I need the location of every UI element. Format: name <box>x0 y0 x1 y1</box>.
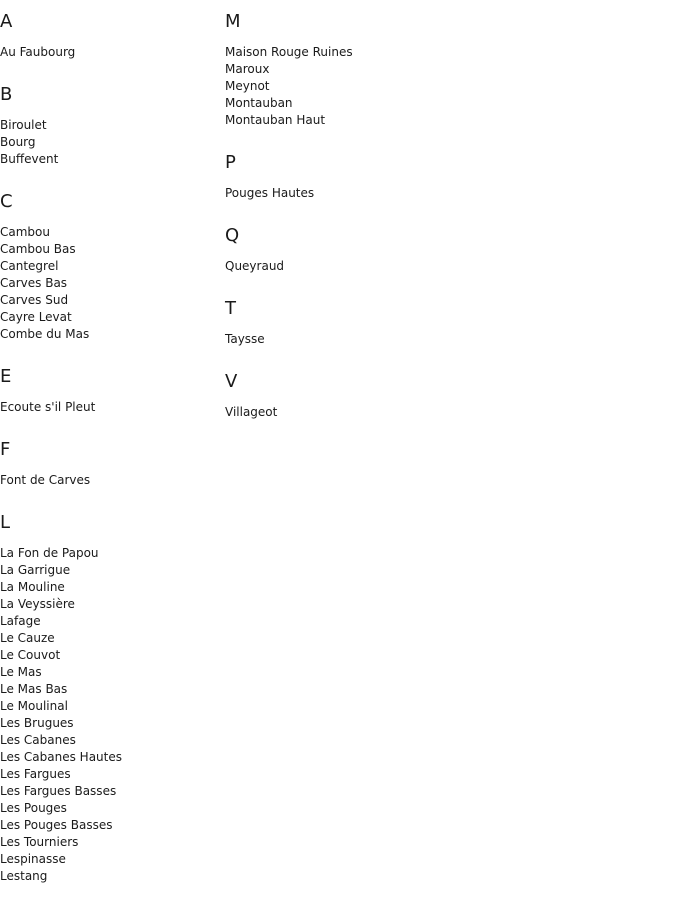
place-name-list <box>225 331 525 348</box>
place-name: Le Mas <box>0 665 42 679</box>
place-name-list <box>0 44 220 61</box>
section-letter-heading: B <box>0 84 13 105</box>
place-name: Ecoute s'il Pleut <box>0 400 96 414</box>
place-name-list <box>225 404 525 421</box>
place-name: Lestang <box>0 869 48 883</box>
place-name: Le Mas Bas <box>0 682 68 696</box>
place-name: Montauban <box>225 96 293 110</box>
place-name: La Mouline <box>0 580 65 594</box>
place-name-list <box>0 399 220 416</box>
place-name: Biroulet <box>0 118 47 132</box>
place-name: Les Cabanes Hautes <box>0 750 123 764</box>
letter-group <box>225 297 525 348</box>
letter-group <box>225 224 525 275</box>
place-name-list <box>0 224 220 343</box>
place-name: Le Couvot <box>0 648 61 662</box>
place-name: Meynot <box>225 79 270 93</box>
place-name: Taysse <box>225 332 265 346</box>
section-letter-heading: E <box>0 366 12 387</box>
letter-group <box>0 10 220 61</box>
place-name: Maison Rouge Ruines <box>225 45 353 59</box>
section-letter-heading: M <box>225 11 241 32</box>
letter-group <box>225 151 525 202</box>
letter-group <box>0 511 220 885</box>
place-name: Combe du Mas <box>0 327 90 341</box>
place-name: La Fon de Papou <box>0 546 99 560</box>
place-name: Cambou Bas <box>0 242 76 256</box>
letter-group <box>0 190 220 343</box>
section-letter-heading: F <box>0 439 11 460</box>
place-name: Font de Carves <box>0 473 91 487</box>
letter-group <box>0 83 220 168</box>
place-name: Cambou <box>0 225 50 239</box>
place-name-list <box>225 44 525 129</box>
place-name: Carves Bas <box>0 276 68 290</box>
place-name: Les Pouges Basses <box>0 818 113 832</box>
section-letter-heading: C <box>0 191 13 212</box>
letter-group <box>225 370 525 421</box>
place-name-list <box>0 545 220 885</box>
place-name: Lafage <box>0 614 41 628</box>
place-name: Les Fargues Basses <box>0 784 117 798</box>
section-letter-heading: L <box>0 512 11 533</box>
place-name: Carves Sud <box>0 293 69 307</box>
section-letter-heading: P <box>225 152 236 173</box>
letter-group <box>0 438 220 489</box>
letter-group <box>225 10 525 129</box>
place-name: Buffevent <box>0 152 59 166</box>
place-name-list <box>225 258 525 275</box>
place-name: Lespinasse <box>0 852 66 866</box>
place-name: La Garrigue <box>0 563 71 577</box>
place-name: La Veyssière <box>0 597 75 611</box>
place-name: Le Moulinal <box>0 699 68 713</box>
place-name: Les Cabanes <box>0 733 76 747</box>
place-name: Le Cauze <box>0 631 55 645</box>
place-name: Maroux <box>225 62 270 76</box>
place-name: Les Fargues <box>0 767 71 781</box>
place-name: Les Brugues <box>0 716 74 730</box>
place-name-list <box>225 185 525 202</box>
section-letter-heading: T <box>225 298 236 319</box>
place-name: Pouges Hautes <box>225 186 315 200</box>
section-letter-heading: V <box>225 371 238 392</box>
place-name: Au Faubourg <box>0 45 76 59</box>
letter-group <box>0 365 220 416</box>
place-name: Queyraud <box>225 259 285 273</box>
index-column-left <box>0 10 220 907</box>
place-name: Cantegrel <box>0 259 59 273</box>
section-letter-heading: Q <box>225 225 240 246</box>
place-name: Villageot <box>225 405 278 419</box>
place-name: Montauban Haut <box>225 113 326 127</box>
place-name: Cayre Levat <box>0 310 72 324</box>
index-column-right <box>225 10 525 443</box>
place-name: Bourg <box>0 135 36 149</box>
place-name-list <box>0 117 220 168</box>
section-letter-heading: A <box>0 11 13 32</box>
place-name-list <box>0 472 220 489</box>
place-name: Les Pouges <box>0 801 67 815</box>
place-name: Les Tourniers <box>0 835 79 849</box>
